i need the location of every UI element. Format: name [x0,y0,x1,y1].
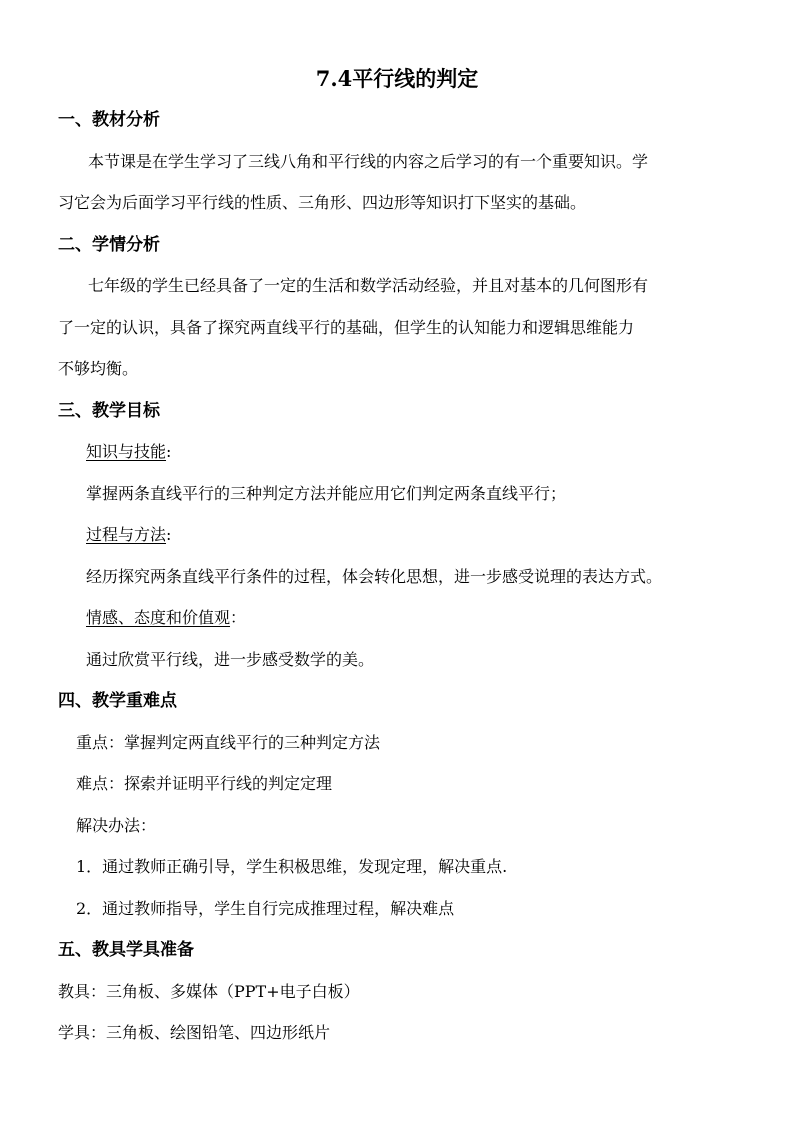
solution-label: 解决办法： [76,816,157,835]
section-heading-teaching-aids: 五、教具学具准备 [58,940,194,960]
solution-item-2: 2．通过教师指导，学生自行完成推理过程，解决难点 [76,899,455,918]
paragraph-line: 习它会为后面学习平行线的性质、三角形、四边形等知识打下坚实的基础。 [58,193,587,212]
objective-emotion-heading [86,605,246,631]
section-heading-textbook-analysis: 一、教材分析 [58,110,160,130]
objective-process-text: 经历探究两条直线平行条件的过程，体会转化思想，进一步感受说理的表达方式。 [86,567,663,586]
key-point-text: 重点：掌握判定两直线平行的三种判定方法 [76,733,381,752]
paragraph-line: 本节课是在学生学习了三线八角和平行线的内容之后学习的有一个重要知识。学 [88,152,649,171]
paragraph-line: 七年级的学生已经具备了一定的生活和数学活动经验，并且对基本的几何图形有 [88,276,649,295]
paragraph-line: 了一定的认识，具备了探究两直线平行的基础，但学生的认知能力和逻辑思维能力 [58,318,635,337]
objective-emotion-text: 通过欣赏平行线，进一步感受数学的美。 [86,650,375,669]
objective-process-heading [86,522,171,548]
objective-process-colon: : [166,525,172,544]
section-heading-student-analysis: 二、学情分析 [58,235,160,255]
solution-item-1: 1．通过教师正确引导，学生积极思维，发现定理，解决重点. [76,857,508,876]
objective-emotion-colon: ： [230,608,247,627]
student-tools-text: 学具：三角板、绘图铅笔、四边形纸片 [58,1023,331,1042]
document-title: 7.4平行线的判定 [315,66,479,91]
paragraph-line: 不够均衡。 [58,359,139,378]
objective-emotion-label: 情感、态度和价值观 [86,608,231,627]
section-heading-key-difficult-points: 四、教学重难点 [58,691,177,711]
objective-knowledge-text: 掌握两条直线平行的三种判定方法并能应用它们判定两条直线平行； [86,484,567,503]
objective-knowledge-label: 知识与技能 [86,442,167,461]
section-heading-teaching-objectives: 三、教学目标 [58,401,160,421]
difficulty-text: 难点：探索并证明平行线的判定定理 [76,774,333,793]
objective-knowledge-colon: : [166,442,172,461]
teacher-tools-text: 教具：三角板、多媒体（PPT+电子白板） [58,982,360,1001]
objective-knowledge-heading [86,439,171,465]
objective-process-label: 过程与方法 [86,525,167,544]
